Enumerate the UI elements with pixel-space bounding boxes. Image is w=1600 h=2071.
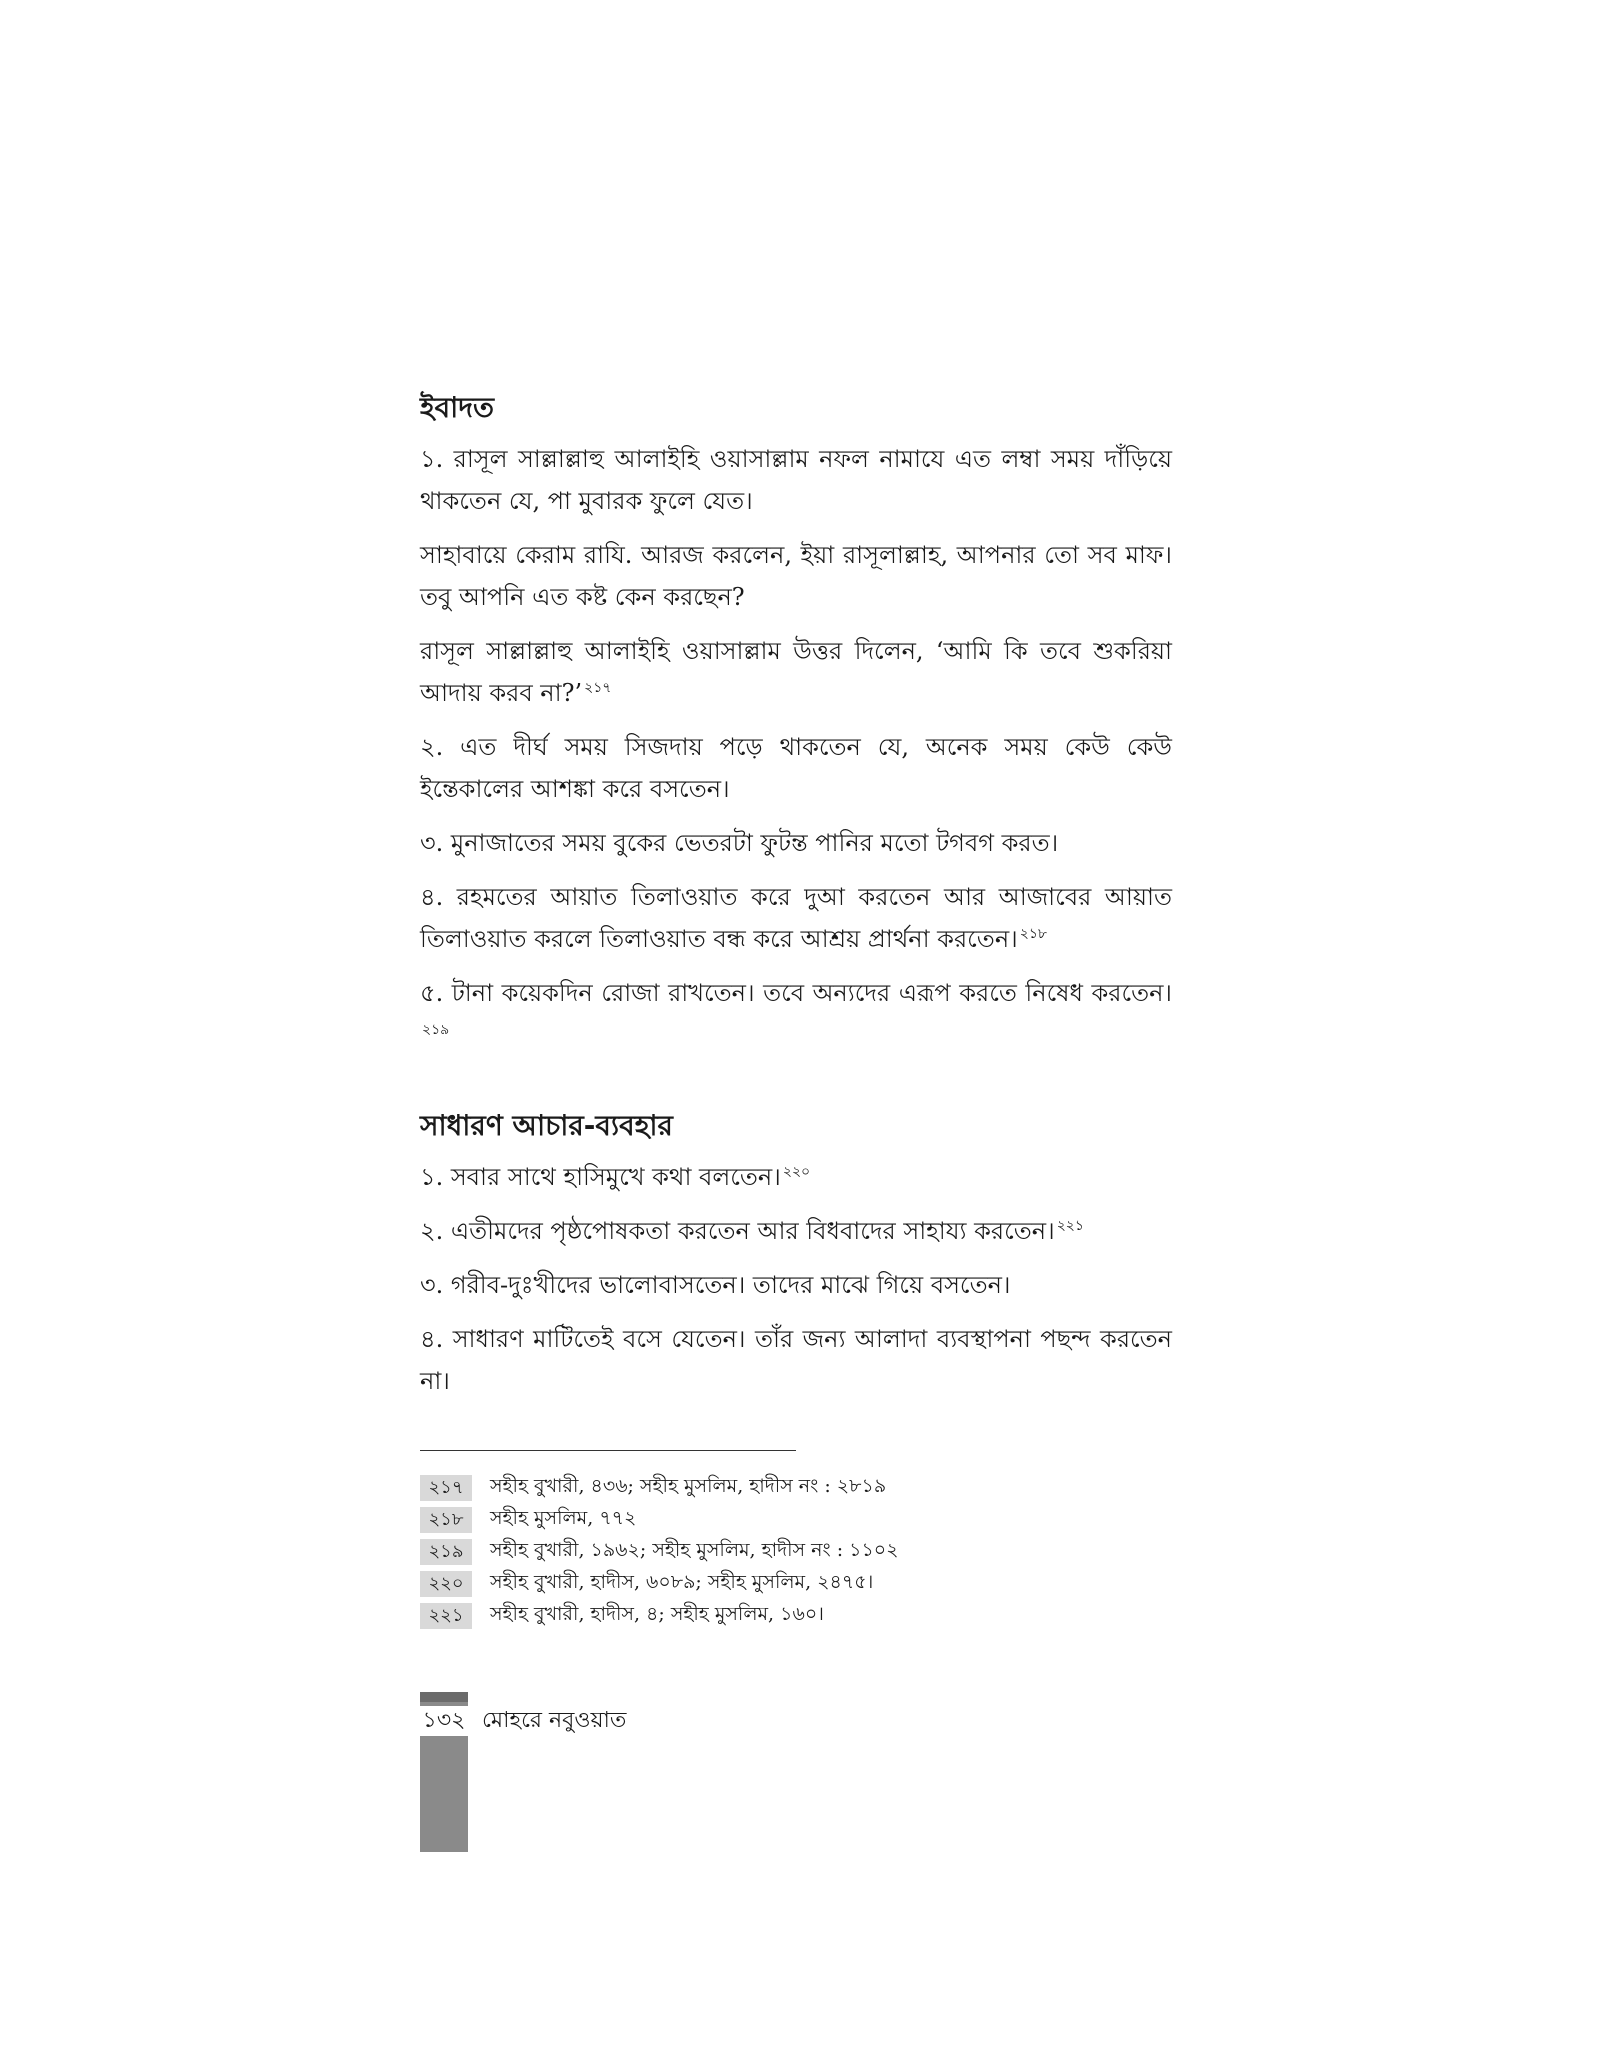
footnote-item [420,1600,1172,1632]
footnote-text: সহীহ বুখারী, ৪৩৬; সহীহ মুসলিম, হাদীস নং : ২৮১৯ [490,1475,887,1497]
footnote-item [420,1472,1172,1504]
book-title: মোহরে নবুওয়াত [482,1707,627,1733]
paragraph [420,972,1172,1056]
footnote-number: ২২০ [420,1571,472,1597]
footnote-divider [420,1450,796,1451]
footnote-text: সহীহ বুখারী, ১৯৬২; সহীহ মুসলিম, হাদীস নং : ১১০২ [490,1539,899,1561]
page-number: ১৩২ [420,1706,468,1736]
paragraph-text: ৩. গরীব-দুঃখীদের ভালোবাসতেন। তাদের মাঝে গিয়ে বসতেন। [420,1271,1011,1299]
paragraph-text: রাসূল সাল্লাল্লাহু আলাইহি ওয়াসাল্লাম উত্তর দিলেন, ‘আমি কি তবে শুকরিয়া আদায় করব না?’ [420,637,1172,707]
footnote-text: সহীহ বুখারী, হাদীস, ৬০৮৯; সহীহ মুসলিম, ২৪৭৫। [490,1571,874,1593]
footnote-ref[interactable]: ২১৯ [422,1022,450,1038]
paragraph-text: ৩. মুনাজাতের সময় বুকের ভেতরটা ফুটন্ত পানির মতো টগবগ করত। [420,829,1059,857]
footnote-number: ২১৯ [420,1539,472,1565]
section-heading-ibadat: ইবাদত [420,391,494,424]
footnote-item [420,1568,1172,1600]
paragraph [420,1210,1172,1252]
page-footer [420,1706,626,1736]
section-heading-general-conduct: সাধারণ আচার-ব্যবহার [420,1109,673,1142]
footnote-ref[interactable]: ২২১ [1056,1218,1084,1234]
paragraph [420,1264,1172,1306]
paragraph-text: ৫. টানা কয়েকদিন রোজা রাখতেন। তবে অন্যদের এরূপ করতে নিষেধ করতেন। [420,979,1172,1007]
paragraph-text: ১. সবার সাথে হাসিমুখে কথা বলতেন। [420,1163,781,1191]
footnote-number: ২১৭ [420,1475,472,1501]
paragraph-text: সাহাবায়ে কেরাম রাযি. আরজ করলেন, ইয়া রাসূলাল্লাহ, আপনার তো সব মাফ। তবু আপনি এত কষ্ট কেন করছেন? [420,541,1172,611]
paragraph-text: ৪. সাধারণ মাটিতেই বসে যেতেন। তাঁর জন্য আলাদা ব্যবস্থাপনা পছন্দ করতেন না। [420,1325,1172,1395]
paragraph [420,438,1172,522]
paragraph-text: ২. এত দীর্ঘ সময় সিজদায় পড়ে থাকতেন যে, অনেক সময় কেউ কেউ ইন্তেকালের আশঙ্কা করে বসতেন। [420,733,1172,803]
footnote-item [420,1536,1172,1568]
paragraph-text: ২. এতীমদের পৃষ্ঠপোষকতা করতেন আর বিধবাদের সাহায্য করতেন। [420,1217,1055,1245]
page-side-tab-cap [420,1692,468,1702]
footnote-ref[interactable]: ২২০ [782,1164,811,1180]
paragraph [420,876,1172,960]
paragraph-text: ১. রাসূল সাল্লাল্লাহু আলাইহি ওয়াসাল্লাম নফল নামাযে এত লম্বা সময় দাঁড়িয়ে থাকতেন যে, পা মুবারক ফুলে যেত। [420,445,1172,515]
footnote-item [420,1504,1172,1536]
footnote-text: সহীহ বুখারী, হাদীস, ৪; সহীহ মুসলিম, ১৬০। [490,1603,824,1625]
footnotes [420,1472,1172,1632]
footnote-number: ২১৮ [420,1507,472,1533]
paragraph-text: ৪. রহমতের আয়াত তিলাওয়াত করে দুআ করতেন আর আজাবের আয়াত তিলাওয়াত করলে তিলাওয়াত বন্ধ করে আশ্রয় প্রার্থনা করতেন। [420,883,1172,953]
paragraph [420,534,1172,618]
paragraph [420,726,1172,810]
footnote-ref[interactable]: ২১৮ [1019,926,1048,942]
paragraph [420,630,1172,714]
footnote-number: ২২১ [420,1603,472,1629]
paragraph [420,822,1172,864]
paragraph [420,1156,1172,1198]
footnote-text: সহীহ মুসলিম, ৭৭২ [490,1507,637,1529]
paragraph [420,1318,1172,1402]
main-content [420,388,1172,1414]
footnote-ref[interactable]: ২১৭ [584,680,612,696]
